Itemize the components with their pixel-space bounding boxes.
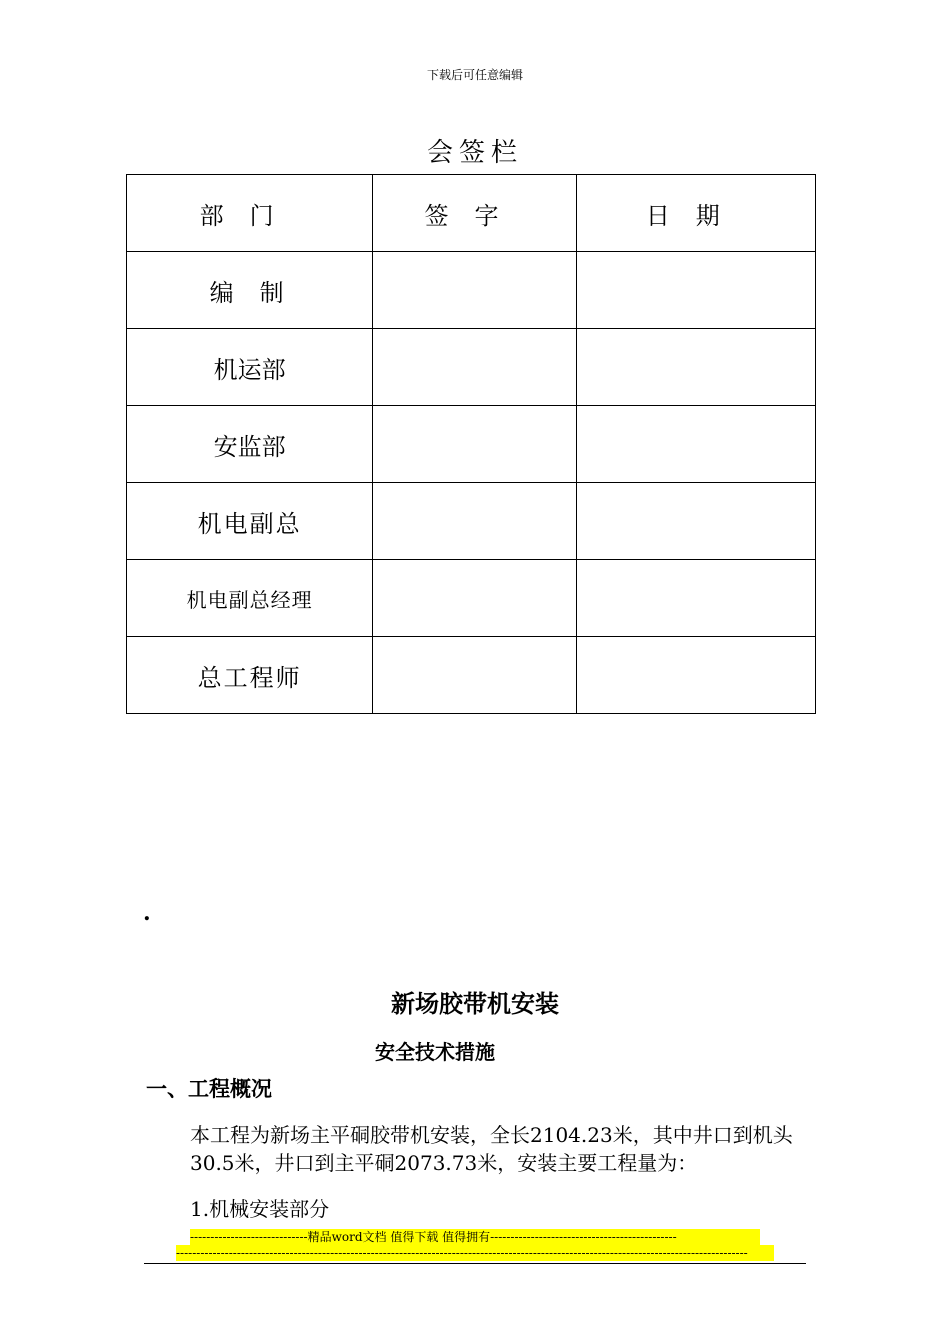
- date-cell: [576, 329, 815, 406]
- dept-cell: 编制: [127, 252, 373, 329]
- header-signature: 签字: [373, 175, 576, 252]
- signature-cell: [373, 406, 576, 483]
- header-date: 日期: [576, 175, 815, 252]
- footer-banner-line-2: ---------------------------------------------------------------------------------------------------------------------------------------------: [176, 1245, 774, 1261]
- footer-banner-line-1: -----------------------------精品word文档 值得下载 值得拥有----------------------------------------------: [190, 1229, 760, 1245]
- section-heading: 一、工程概况: [146, 1077, 272, 1101]
- date-cell: [576, 560, 815, 637]
- bottom-rule: [144, 1263, 806, 1264]
- signature-cell: [373, 252, 576, 329]
- sign-table: [126, 174, 816, 714]
- date-cell: [576, 252, 815, 329]
- header-department: 部门: [127, 175, 373, 252]
- dept-cell: 机运部: [127, 329, 373, 406]
- date-cell: [576, 483, 815, 560]
- table-row: [127, 406, 816, 483]
- sub-heading: 1.机械安装部分: [190, 1197, 330, 1221]
- body-paragraph: 本工程为新场主平硐胶带机安装，全长2104.23米，其中井口到机头30.5米，井口到主平硐2073.73米，安装主要工程量为：: [190, 1123, 793, 1175]
- dept-cell: 机电副总: [127, 483, 373, 560]
- table-row: [127, 252, 816, 329]
- dept-cell: 机电副总经理: [127, 560, 373, 637]
- signature-cell: [373, 637, 576, 714]
- dept-cell: 安监部: [127, 406, 373, 483]
- document-title: 新场胶带机安装: [391, 990, 559, 1018]
- signature-cell: [373, 483, 576, 560]
- table-row: [127, 329, 816, 406]
- date-cell: [576, 406, 815, 483]
- table-row: [127, 560, 816, 637]
- signature-cell: [373, 560, 576, 637]
- sign-table-header-row: [127, 175, 816, 252]
- document-subtitle: 安全技术措施: [375, 1040, 495, 1064]
- signature-cell: [373, 329, 576, 406]
- dot-mark: .: [143, 900, 151, 926]
- table-row: [127, 637, 816, 714]
- sign-table-title: 会签栏: [426, 138, 523, 168]
- header-note: 下载后可任意编辑: [426, 68, 523, 82]
- date-cell: [576, 637, 815, 714]
- table-row: [127, 483, 816, 560]
- dept-cell: 总工程师: [127, 637, 373, 714]
